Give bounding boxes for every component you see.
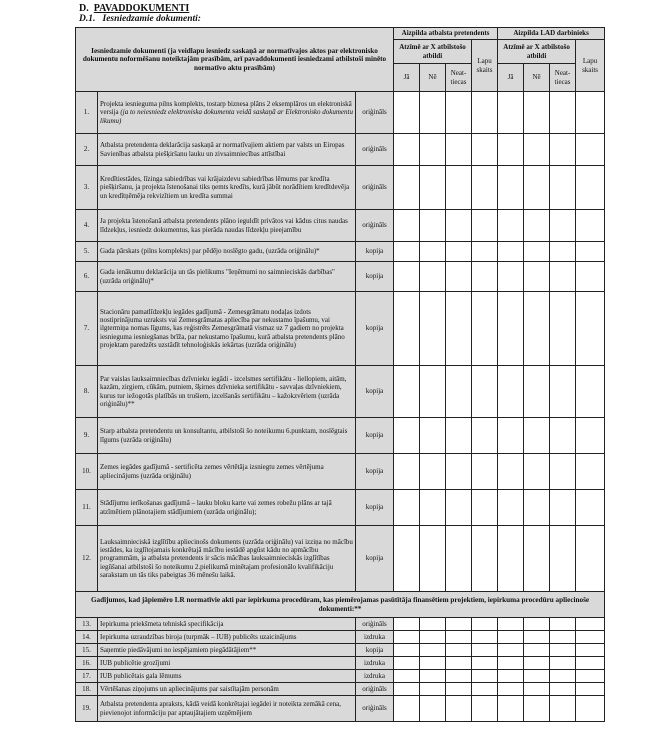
document-text-note: (ja to neiesniedz elektroniska dokumenta veidā saskaņā ar Elektronisko dokumentu likumu) — [100, 108, 353, 125]
document-version: kopija — [356, 418, 394, 454]
document-text: Lauksaimnieciskā izglītību apliecinošs dokuments (uzrāda oriģinālu) vai izziņa no mācību iestādes, ka izglītojamais konkrētajā mācību iestādē apgūst kādu no apmācību programmām, ja atbalsta pretendents ir sācis mācības lauksaimnieciskās izglītības iegūšanai atbilstoši šo noteikumu 2.pielikumā minētajam profesionālo kvalifikāciju sarakstam un tās tiks pabeigtas 36 mēnešu laikā. — [100, 538, 353, 579]
lad-no-cell[interactable] — [524, 242, 550, 262]
document-description — [98, 292, 356, 366]
document-text: Gada pārskats (pilns komplekts) par pēdējo noslēgto gadu, (uzrāda oriģinālu)* — [100, 247, 320, 256]
applicant-no-cell[interactable] — [420, 644, 446, 657]
document-description — [98, 366, 356, 418]
row-number: 15. — [76, 644, 98, 657]
table-row — [76, 618, 605, 631]
lad-na-cell[interactable] — [550, 670, 576, 683]
row-number: 18. — [76, 683, 98, 696]
applicant-pages-cell[interactable] — [472, 696, 498, 722]
subsection-number: D.1. — [79, 14, 96, 24]
applicant-pages-cell[interactable] — [472, 657, 498, 670]
document-text: Saņemtie piedāvājumi no iespējamiem piegādātājiem** — [100, 645, 257, 654]
lad-na-cell[interactable] — [550, 631, 576, 644]
applicant-no-cell[interactable] — [420, 210, 446, 242]
lad-yes-cell[interactable] — [498, 366, 524, 418]
document-version: oriģināls — [356, 92, 394, 134]
lad-pages-cell[interactable] — [576, 418, 605, 454]
document-text: Kredītiestādes, līzinga sabiedrības vai krājaizdevu sabiedrības lēmums par kredīta piešķiršanu, ja projekta īstenošanai tiks ņemts kredīts, kurā jābūt norādītiem kredītdevēja un kredītņēmēja rekvizītiem un kredīta summai — [100, 175, 350, 200]
lad-no-cell[interactable] — [524, 683, 550, 696]
applicant-no-cell[interactable] — [420, 242, 446, 262]
applicant-pages-cell[interactable] — [472, 418, 498, 454]
lad-no-cell[interactable] — [524, 526, 550, 592]
document-text: Gada ienākumu deklarācija un tās pielikums "Ieņēmumi no saimnieciskās darbības" (uzrāda oriģinālu)* — [100, 268, 335, 285]
document-version: izdruka — [356, 631, 394, 644]
lad-no-cell[interactable] — [524, 618, 550, 631]
applicant-na-cell[interactable] — [446, 657, 472, 670]
lad-na-cell[interactable] — [550, 366, 576, 418]
lad-na-cell[interactable] — [550, 262, 576, 292]
table-row — [76, 683, 605, 696]
document-description — [98, 262, 356, 292]
lad-pages-cell[interactable] — [576, 631, 605, 644]
lad-na-cell[interactable] — [550, 490, 576, 526]
document-text: Stacionāru pamatlīdzekļu iegādes gadījumā - Zemesgrāmatu nodaļas izdots nostiprinājuma uzraksts vai Zemesgrāmatas apliecība par nekustamo īpašumu, vai ilgtermiņa nomas līgums, kas reģistrēts Zemesgrāmatā vismaz uz 7 gadiem no projekta iesnieguma iesniegšanas brīža, par nekustamo īpašumu, kurā atbalsta pretendents plāno projektam paredzēts uzstādīt tehnoloģiskās iekārtas (uzrāda oriģinālu) — [100, 308, 345, 349]
lad-pages-cell[interactable] — [576, 657, 605, 670]
lad-na-cell[interactable] — [550, 242, 576, 262]
table-row — [76, 134, 605, 166]
lad-pages-cell[interactable] — [576, 366, 605, 418]
row-number: 12. — [76, 526, 98, 592]
applicant-no-cell[interactable] — [420, 631, 446, 644]
header-no-applicant: Nē — [420, 64, 446, 92]
lad-pages-cell[interactable] — [576, 242, 605, 262]
document-text: Iepirkuma priekšmeta tehniskā specifikācija — [100, 619, 224, 628]
section-title: PAVADDOKUMENTI — [93, 3, 190, 14]
lad-na-cell[interactable] — [550, 210, 576, 242]
lad-yes-cell[interactable] — [498, 631, 524, 644]
document-version: kopija — [356, 262, 394, 292]
document-text: Iepirkuma uzraudzības biroja (turpmāk – IUB) publicēts uzaicinājums — [100, 632, 297, 641]
applicant-na-cell[interactable] — [446, 683, 472, 696]
lad-yes-cell[interactable] — [498, 683, 524, 696]
document-description — [98, 242, 356, 262]
header-mark-lad: Atzīmē ar X atbilstošo atbildi — [498, 40, 576, 64]
lad-pages-cell[interactable] — [576, 490, 605, 526]
lad-yes-cell[interactable] — [498, 242, 524, 262]
applicant-no-cell[interactable] — [420, 166, 446, 210]
lad-no-cell[interactable] — [524, 490, 550, 526]
document-description — [98, 670, 356, 683]
applicant-na-cell[interactable] — [446, 631, 472, 644]
applicant-pages-cell[interactable] — [472, 262, 498, 292]
row-number: 2. — [76, 134, 98, 166]
applicant-yes-cell[interactable] — [394, 366, 420, 418]
document-description — [98, 418, 356, 454]
applicant-yes-cell[interactable] — [394, 262, 420, 292]
document-text: Zemes iegādes gadījumā - sertificēta zemes vērtētāja izsniegtu zemes vērtējuma apliecinājums (uzrāda oriģinālu) — [100, 463, 324, 480]
applicant-no-cell[interactable] — [420, 618, 446, 631]
lad-no-cell[interactable] — [524, 366, 550, 418]
header-na-applicant: Neat-tiecas — [446, 64, 472, 92]
table-row — [76, 631, 605, 644]
row-number: 6. — [76, 262, 98, 292]
document-version: kopija — [356, 242, 394, 262]
applicant-na-cell[interactable] — [446, 166, 472, 210]
header-na-lad: Neat-tiecas — [550, 64, 576, 92]
applicant-pages-cell[interactable] — [472, 454, 498, 490]
lad-yes-cell[interactable] — [498, 526, 524, 592]
document-version: kopija — [356, 490, 394, 526]
document-text: Atbalsta pretendenta deklarācija saskaņā ar normatīvajiem aktiem par valsts un Eiropas Savienības atbalsta piešķiršanu lauku un zivsaimniecības attīstībai — [100, 141, 345, 158]
lad-na-cell[interactable] — [550, 166, 576, 210]
document-version: izdruka — [356, 670, 394, 683]
lad-yes-cell[interactable] — [498, 210, 524, 242]
table-row — [76, 490, 605, 526]
header-yes-applicant: Jā — [394, 64, 420, 92]
applicant-no-cell[interactable] — [420, 418, 446, 454]
header-pages-lad: Lapu skaits — [576, 40, 605, 92]
row-number: 4. — [76, 210, 98, 242]
applicant-pages-cell[interactable] — [472, 166, 498, 210]
document-text: IUB publicētie grozījumi — [100, 658, 171, 667]
applicant-yes-cell[interactable] — [394, 210, 420, 242]
lad-yes-cell[interactable] — [498, 670, 524, 683]
applicant-no-cell[interactable] — [420, 262, 446, 292]
applicant-yes-cell[interactable] — [394, 490, 420, 526]
applicant-yes-cell[interactable] — [394, 657, 420, 670]
applicant-pages-cell[interactable] — [472, 618, 498, 631]
applicant-no-cell[interactable] — [420, 134, 446, 166]
row-number: 7. — [76, 292, 98, 366]
document-version: oriģināls — [356, 696, 394, 722]
document-description — [98, 526, 356, 592]
procurement-notice: Gadījumos, kad jāpiemēro LR normatīvie akti par iepirkuma procedūram, kas piemērojamas pasūtītāja finansētiem projektiem, iepirkuma procedūru apliecinoše dokumenti:** — [76, 592, 605, 618]
applicant-pages-cell[interactable] — [472, 134, 498, 166]
document-version: kopija — [356, 366, 394, 418]
row-number: 8. — [76, 366, 98, 418]
lad-yes-cell[interactable] — [498, 166, 524, 210]
applicant-yes-cell[interactable] — [394, 454, 420, 490]
row-number: 1. — [76, 92, 98, 134]
document-version: oriģināls — [356, 683, 394, 696]
table-row — [76, 166, 605, 210]
applicant-pages-cell[interactable] — [472, 292, 498, 366]
document-description — [98, 454, 356, 490]
lad-na-cell[interactable] — [550, 644, 576, 657]
row-number: 9. — [76, 418, 98, 454]
document-text: Projekta iesnieguma pilns komplekts, tostarp biznesa plāns 2 eksemplāros un elektroniskā versija — [100, 100, 352, 117]
document-version: kopija — [356, 292, 394, 366]
row-number: 13. — [76, 618, 98, 631]
lad-na-cell[interactable] — [550, 696, 576, 722]
applicant-yes-cell[interactable] — [394, 670, 420, 683]
document-description — [98, 696, 356, 722]
lad-no-cell[interactable] — [524, 292, 550, 366]
applicant-yes-cell[interactable] — [394, 696, 420, 722]
table-row — [76, 644, 605, 657]
table-row — [76, 366, 605, 418]
applicant-yes-cell[interactable] — [394, 292, 420, 366]
table-row — [76, 526, 605, 592]
document-text: Starp atbalsta pretendentu un konsultantu, atbilstoši šo noteikumu 6.punktam, noslēgtais līgums (uzrāda oriģinālu) — [100, 427, 348, 444]
row-number: 3. — [76, 166, 98, 210]
documents-body — [76, 92, 605, 722]
document-description — [98, 631, 356, 644]
applicant-yes-cell[interactable] — [394, 526, 420, 592]
document-version: kopija — [356, 644, 394, 657]
row-number: 10. — [76, 454, 98, 490]
applicant-na-cell[interactable] — [446, 526, 472, 592]
lad-na-cell[interactable] — [550, 454, 576, 490]
lad-pages-cell[interactable] — [576, 166, 605, 210]
lad-yes-cell[interactable] — [498, 454, 524, 490]
lad-pages-cell[interactable] — [576, 526, 605, 592]
lad-no-cell[interactable] — [524, 210, 550, 242]
lad-na-cell[interactable] — [550, 683, 576, 696]
document-text: Stādījumu ierīkošanas gadījumā – lauku bloku karte vai zemes robežu plāns ar tajā atzīmētiem plānotajiem stādījumiem (uzrāda oriģinālu); — [100, 499, 332, 516]
applicant-pages-cell[interactable] — [472, 631, 498, 644]
document-version: oriģināls — [356, 166, 394, 210]
applicant-yes-cell[interactable] — [394, 618, 420, 631]
row-number: 16. — [76, 657, 98, 670]
applicant-na-cell[interactable] — [446, 210, 472, 242]
document-text: Atbalsta pretendenta apraksts, kādā veidā konkrētajai iegādei ir noteikta zemākā cena, pievienojot informāciju par aptaujātajiem uzņēmējiem — [100, 700, 342, 717]
lad-no-cell[interactable] — [524, 454, 550, 490]
row-number: 19. — [76, 696, 98, 722]
header-yes-lad: Jā — [498, 64, 524, 92]
applicant-yes-cell[interactable] — [394, 92, 420, 134]
applicant-pages-cell[interactable] — [472, 644, 498, 657]
header-mark-applicant: Atzīmē ar X atbilstošo atbildi — [394, 40, 472, 64]
table-row — [76, 242, 605, 262]
applicant-yes-cell[interactable] — [394, 631, 420, 644]
lad-no-cell[interactable] — [524, 644, 550, 657]
document-version: izdruka — [356, 657, 394, 670]
document-description — [98, 683, 356, 696]
applicant-yes-cell[interactable] — [394, 166, 420, 210]
documents-table — [75, 27, 605, 722]
lad-na-cell[interactable] — [550, 526, 576, 592]
lad-no-cell[interactable] — [524, 670, 550, 683]
applicant-pages-cell[interactable] — [472, 242, 498, 262]
lad-no-cell[interactable] — [524, 166, 550, 210]
applicant-yes-cell[interactable] — [394, 418, 420, 454]
applicant-no-cell[interactable] — [420, 366, 446, 418]
lad-na-cell[interactable] — [550, 134, 576, 166]
lad-no-cell[interactable] — [524, 657, 550, 670]
table-row — [76, 670, 605, 683]
document-description — [98, 134, 356, 166]
section-letter: D. — [79, 3, 89, 14]
lad-pages-cell[interactable] — [576, 210, 605, 242]
document-description — [98, 490, 356, 526]
applicant-pages-cell[interactable] — [472, 92, 498, 134]
document-description — [98, 618, 356, 631]
document-text: Vērtēšanas ziņojums un apliecinājums par saistītajām personām — [100, 684, 279, 693]
applicant-na-cell[interactable] — [446, 262, 472, 292]
subsection-title: Iesniedzamie dokumenti: — [102, 14, 201, 24]
lad-pages-cell[interactable] — [576, 618, 605, 631]
applicant-yes-cell[interactable] — [394, 644, 420, 657]
table-row — [76, 454, 605, 490]
applicant-yes-cell[interactable] — [394, 242, 420, 262]
applicant-na-cell[interactable] — [446, 418, 472, 454]
header-group-lad: Aizpilda LAD darbinieks — [498, 28, 605, 40]
lad-pages-cell[interactable] — [576, 683, 605, 696]
row-number: 11. — [76, 490, 98, 526]
lad-no-cell[interactable] — [524, 418, 550, 454]
applicant-pages-cell[interactable] — [472, 490, 498, 526]
lad-pages-cell[interactable] — [576, 696, 605, 722]
document-text: Par vaislas lauksaimniecības dzīvnieku iegādi - izcelsmes sertifikātu - liellopiem, aitām, kazām, zirgiem, cūkām, putniem, šķirnes dzīvnieka sertifikātu - savvaļas dzīvniekiem, kurus tur iežogotās platībās un trušiem, izcelšanās sertifikātu – kažokzvēriem (uzrāda oriģinālu)** — [100, 375, 347, 408]
row-number: 5. — [76, 242, 98, 262]
applicant-no-cell[interactable] — [420, 683, 446, 696]
header-pages-applicant: Lapu skaits — [472, 40, 498, 92]
document-version: oriģināls — [356, 210, 394, 242]
applicant-yes-cell[interactable] — [394, 134, 420, 166]
lad-yes-cell[interactable] — [498, 262, 524, 292]
lad-yes-cell[interactable] — [498, 644, 524, 657]
applicant-na-cell[interactable] — [446, 696, 472, 722]
lad-pages-cell[interactable] — [576, 670, 605, 683]
document-version: kopija — [356, 526, 394, 592]
applicant-na-cell[interactable] — [446, 134, 472, 166]
table-row — [76, 210, 605, 242]
document-description — [98, 644, 356, 657]
applicant-pages-cell[interactable] — [472, 683, 498, 696]
table-row — [76, 292, 605, 366]
applicant-yes-cell[interactable] — [394, 683, 420, 696]
applicant-na-cell[interactable] — [446, 490, 472, 526]
table-row — [76, 262, 605, 292]
applicant-no-cell[interactable] — [420, 526, 446, 592]
lad-na-cell[interactable] — [550, 92, 576, 134]
applicant-no-cell[interactable] — [420, 92, 446, 134]
applicant-no-cell[interactable] — [420, 670, 446, 683]
lad-na-cell[interactable] — [550, 618, 576, 631]
lad-no-cell[interactable] — [524, 696, 550, 722]
procurement-notice-row — [76, 592, 605, 618]
applicant-no-cell[interactable] — [420, 292, 446, 366]
header-group-applicant: Aizpilda atbalsta pretendents — [394, 28, 498, 40]
lad-no-cell[interactable] — [524, 134, 550, 166]
applicant-na-cell[interactable] — [446, 92, 472, 134]
lad-yes-cell[interactable] — [498, 292, 524, 366]
applicant-no-cell[interactable] — [420, 696, 446, 722]
document-version: kopija — [356, 454, 394, 490]
applicant-pages-cell[interactable] — [472, 526, 498, 592]
section-heading — [79, 3, 189, 14]
lad-na-cell[interactable] — [550, 657, 576, 670]
header-no-lad: Nē — [524, 64, 550, 92]
applicant-no-cell[interactable] — [420, 454, 446, 490]
applicant-no-cell[interactable] — [420, 490, 446, 526]
row-number: 17. — [76, 670, 98, 683]
header-main: Iesniedzamie dokumenti (ja veidlapu iesniedz saskaņā ar normatīvajos aktos par elektronisko dokumentu noformēšanu noteiktajām prasībām, arī pavaddokumenti iesniedzami atbilstoši minēto normatīvo aktu prasībām) — [76, 28, 394, 92]
row-number: 14. — [76, 631, 98, 644]
lad-yes-cell[interactable] — [498, 418, 524, 454]
applicant-na-cell[interactable] — [446, 618, 472, 631]
table-row — [76, 418, 605, 454]
applicant-pages-cell[interactable] — [472, 366, 498, 418]
lad-no-cell[interactable] — [524, 631, 550, 644]
document-description — [98, 92, 356, 134]
lad-pages-cell[interactable] — [576, 644, 605, 657]
lad-no-cell[interactable] — [524, 92, 550, 134]
applicant-pages-cell[interactable] — [472, 210, 498, 242]
table-row — [76, 657, 605, 670]
lad-pages-cell[interactable] — [576, 292, 605, 366]
applicant-no-cell[interactable] — [420, 657, 446, 670]
subsection-heading — [79, 14, 201, 24]
lad-pages-cell[interactable] — [576, 262, 605, 292]
applicant-na-cell[interactable] — [446, 292, 472, 366]
lad-na-cell[interactable] — [550, 418, 576, 454]
lad-yes-cell[interactable] — [498, 134, 524, 166]
document-description — [98, 210, 356, 242]
applicant-na-cell[interactable] — [446, 366, 472, 418]
lad-no-cell[interactable] — [524, 262, 550, 292]
table-row — [76, 696, 605, 722]
lad-na-cell[interactable] — [550, 292, 576, 366]
applicant-pages-cell[interactable] — [472, 670, 498, 683]
lad-yes-cell[interactable] — [498, 92, 524, 134]
applicant-na-cell[interactable] — [446, 644, 472, 657]
document-text: IUB publicētais gala lēmums — [100, 671, 182, 680]
lad-pages-cell[interactable] — [576, 454, 605, 490]
lad-pages-cell[interactable] — [576, 134, 605, 166]
lad-yes-cell[interactable] — [498, 618, 524, 631]
document-version: oriģināls — [356, 134, 394, 166]
lad-yes-cell[interactable] — [498, 657, 524, 670]
document-description — [98, 657, 356, 670]
document-text: Ja projekta īstenošanā atbalsta pretendents plāno ieguldīt privātos vai kādus citus naudas līdzekļus, iesniedz dokumentus, kas pierāda naudas līdzekļu pieejamību — [100, 217, 348, 234]
document-version: oriģināls — [356, 618, 394, 631]
applicant-na-cell[interactable] — [446, 454, 472, 490]
document-description — [98, 166, 356, 210]
applicant-na-cell[interactable] — [446, 670, 472, 683]
lad-pages-cell[interactable] — [576, 92, 605, 134]
applicant-na-cell[interactable] — [446, 242, 472, 262]
lad-yes-cell[interactable] — [498, 490, 524, 526]
lad-yes-cell[interactable] — [498, 696, 524, 722]
table-row — [76, 92, 605, 134]
